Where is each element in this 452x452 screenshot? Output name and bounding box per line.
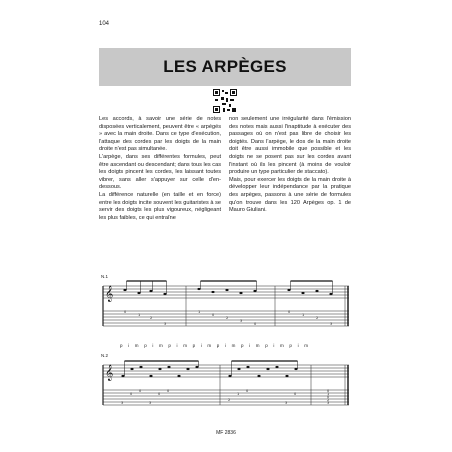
example-2-fingering: p i m p i m p i m p i m p i m p i m p i m p i m	[120, 343, 311, 348]
svg-text:3: 3	[149, 401, 152, 405]
footer-code: MF 2836	[216, 430, 236, 436]
example-2-label: N.2	[101, 353, 109, 358]
svg-text:1: 1	[237, 392, 240, 396]
svg-text:1: 1	[198, 310, 201, 314]
example-1-notation	[99, 278, 351, 340]
svg-text:0: 0	[124, 310, 127, 314]
svg-text:0: 0	[288, 310, 291, 314]
svg-text:0: 0	[327, 395, 330, 399]
svg-text:3: 3	[285, 401, 288, 405]
svg-text:0: 0	[167, 389, 170, 393]
svg-text:3: 3	[121, 401, 124, 405]
svg-text:3: 3	[330, 322, 333, 326]
page-number: 104	[99, 21, 110, 27]
svg-text:2: 2	[226, 316, 229, 320]
svg-text:1: 1	[327, 392, 330, 396]
page-title: LES ARPÈGES	[163, 57, 287, 76]
treble-clef-icon: 𝄞	[105, 365, 114, 381]
paragraph: Mais, pour exercer les doigts de la main droite à développer leur indépendance par la pratique des arpèges, passons à une série de formules qu'on trouve dans les 120 Arpèges op. 1 de Mauro Giuliani.	[229, 176, 351, 214]
paragraph: La différence naturelle (en taille et en force) entre les doigts incite souvent les guitaristes à se servir des doigts les plus vigoureux, négligeant les plus faibles, ce qui entraîne	[99, 191, 221, 221]
left-text-column	[99, 116, 221, 222]
svg-text:0: 0	[246, 389, 249, 393]
svg-text:0: 0	[130, 392, 133, 396]
example-2-notation	[99, 357, 351, 419]
example-1-label: N.1	[101, 274, 109, 279]
svg-text:1: 1	[138, 313, 141, 317]
svg-text:2: 2	[316, 316, 319, 320]
svg-text:0: 0	[139, 389, 142, 393]
svg-text:2: 2	[150, 316, 153, 320]
qr-code-icon	[213, 89, 237, 113]
svg-text:0: 0	[327, 389, 330, 393]
svg-text:1: 1	[302, 313, 305, 317]
svg-text:3: 3	[327, 401, 330, 405]
svg-text:3: 3	[240, 319, 243, 323]
paragraph: non seulement une irrégularité dans l'émission des notes mais aussi l'inaptitude à exécuter des passages où on n'est pas libre de choisir les doigtés. Dans l'arpège, le dos de la main droite doit être aussi immobile que possible et les doigts ne se posent pas sur les cordes avant l'instant où ils les pincent (à moins de vouloir produire un type particulier de staccato).	[229, 116, 351, 176]
paragraph: Les accords, à savoir une série de notes disposées verticalement, peuvent être « arpégés » avec la main droite. Dans ce type d'exécution, l'attaque des cordes par les doigts de la main droite n'est pas simultanée.	[99, 116, 221, 153]
svg-text:0: 0	[158, 392, 161, 396]
paragraph: L'arpège, dans ses différentes formules, peut être ascendant ou descendant; dans tous les cas les doigts pincent les cordes, les laissant toutes vibrer, sans aller s'appuyer sur celle d'en-dessous.	[99, 153, 221, 191]
svg-text:0: 0	[212, 313, 215, 317]
treble-clef-icon: 𝄞	[105, 286, 114, 302]
title-banner	[99, 48, 351, 86]
svg-text:0: 0	[254, 322, 257, 326]
svg-text:2: 2	[327, 398, 330, 402]
right-text-column	[229, 116, 351, 215]
svg-text:3: 3	[164, 322, 167, 326]
svg-text:2: 2	[228, 398, 231, 402]
svg-text:0: 0	[294, 392, 297, 396]
